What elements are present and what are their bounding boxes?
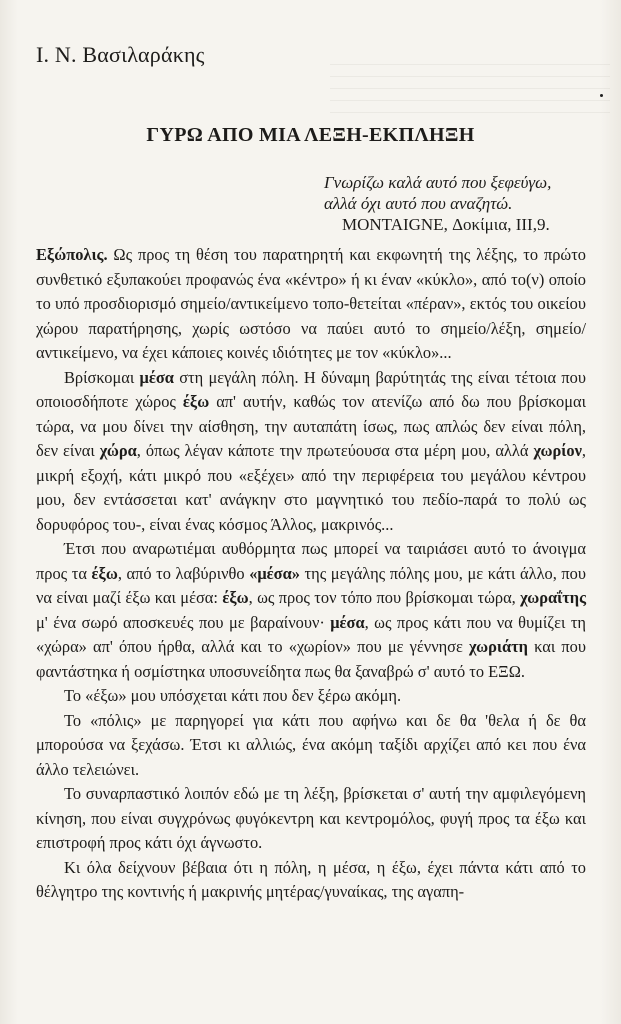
emphasized-word: μέσα [139, 367, 174, 387]
paragraph-text: Το συναρπαστικό λοιπόν εδώ με τη λέξη, βρίσκεται σ' αυτή την αμφιλεγόμενη κίνηση, που είναι συγχρόνως φυγόκεντρη και κεντρομόλος, φυγή προς τα έξω και επιστροφή προς κάτι όχι άγνωστο. [36, 784, 586, 852]
emphasized-word: έξω [91, 563, 118, 583]
body-paragraph [36, 366, 586, 538]
epigraph-line-2: αλλά όχι αυτό που αναζητώ. [324, 194, 513, 213]
emphasized-word: έξω [182, 392, 210, 411]
paragraph-text: , μικρή εξοχή, κάτι μικρό που «εξέχει» από την περιφέρεια του μεγάλου κέντρου μου, δεν εντάσσεται κατ' ανάγκην στο μαγνητικό του πεδίο-παρά το πολύ ως δορυφόρος του-, είναι ένας κόσμος Άλλος, μακρινός... [36, 441, 586, 534]
emphasized-word: χωραΐτης [520, 588, 586, 607]
paragraph-text: στη μεγάλη πόλη. Η δύναμη βαρύτητάς της είναι τέτοια που οποιοσδήποτε χώρος [36, 367, 586, 411]
paragraph-text: , ως προς κάτι που να θυμίζει τη «χώρα» απ' όπου ήρθα, αλλά και το «χωρίον» που με γέννησε [36, 612, 586, 656]
emphasized-word: «μέσα» [249, 563, 300, 583]
emphasized-word: χωρίον [533, 441, 582, 460]
author-name: Ι. Ν. Βασιλαράκης [36, 42, 205, 67]
paragraph-text: και που φαντάστηκα ή οσμίστηκα υποσυνείδητα πως θα ξαναβρώ σ' αυτό το ΕΞΩ. [36, 637, 586, 681]
paragraph-text: Έτσι που αναρωτιέμαι αυθόρμητα πως μπορεί να ταιριάσει αυτό το άνοιγμα προς τα [36, 539, 586, 583]
body-paragraph [36, 856, 586, 905]
emphasized-word: Εξώπολις. [36, 245, 108, 264]
body-paragraph [36, 684, 586, 709]
body-paragraph [36, 537, 586, 684]
paragraph-text: απ' αυτήν, καθώς τον ατενίζω από δω που βρίσκομαι τώρα, να μου δίνει την αίσθηση, την αυταπάτη ίσως, πως απλώς δεν είναι πόλη, δεν είναι [36, 392, 587, 460]
paragraph-text: Βρίσκομαι [64, 367, 140, 387]
epigraph [324, 172, 551, 235]
emphasized-word: μέσα [330, 612, 365, 632]
paragraph-text: , από το λαβύρινθο [117, 563, 250, 583]
paragraph-text: της μεγάλης πόλης μου, με κάτι άλλο, που να είναι μαζί έξω και μέσα: [36, 563, 586, 607]
body-paragraph [36, 782, 586, 856]
body-paragraph [36, 709, 586, 783]
emphasized-word: έξω [222, 588, 249, 607]
emphasized-word: χώρα [99, 441, 137, 460]
bleed-through-text [330, 64, 610, 124]
epigraph-line-1: Γνωρίζω καλά αυτό που ξεφεύγω, [324, 173, 552, 192]
paragraph-text: Το «έξω» μου υπόσχεται κάτι που δεν ξέρω ακόμη. [64, 686, 402, 705]
epigraph-source: MONTAIGNE, Δοκίμια, III,9. [342, 215, 550, 234]
paragraph-text: , όπως λέγαν κάποτε την πρωτεύουσα στα μέρη μου, αλλά [136, 441, 534, 460]
paragraph-text: , ως προς τον τόπο που βρίσκομαι τώρα, [248, 588, 521, 607]
body-paragraph [36, 243, 586, 366]
article-body [36, 243, 586, 905]
paragraph-text: Κι όλα δείχνουν βέβαια ότι η πόλη, η μέσα, η έξω, έχει πάντα κάτι από το θέλγητρο της κοντινής ή μακρινής μητέρας/γυναίκας, της αγαπη- [36, 857, 586, 901]
paragraph-text: Ως προς τη θέση του παρατηρητή και εκφωνητή της λέξης, το πρώτο συνθετικό εξυπακούει προφανώς ένα «κέντρο» ή κι έναν «κύκλο», από το(ν) οποίο το υπό προσδιορισμό σημείο/αντικείμενο τοπο-θετείται «πέραν», εκτός του οικείου χώρου παρατήρησης, χωρίς ωστόσο να παύει αυτό το σημείο/λέξη, σημείο/αντικείμενο, να έχει κάποιες κοινές ιδιότητες με τον «κύκλο»... [36, 245, 586, 362]
emphasized-word: χωριάτη [469, 637, 528, 656]
ink-speck [600, 94, 603, 97]
paragraph-text: Το «πόλις» με παρηγορεί για κάτι που αφήνω και δε θα 'θελα ή δε θα μπορούσα να ξεχάσω. Έτσι κι αλλιώς, ένα ακόμη ταξίδι αρχίζει από κει που ένα άλλο τελειώνει. [36, 710, 586, 779]
article-title: ΓΥΡΩ ΑΠΟ ΜΙΑ ΛΕΞΗ-ΕΚΠΛΗΞΗ [146, 124, 475, 146]
paragraph-text: μ' ένα σωρό αποσκευές που με βαραίνουν· [36, 612, 331, 632]
